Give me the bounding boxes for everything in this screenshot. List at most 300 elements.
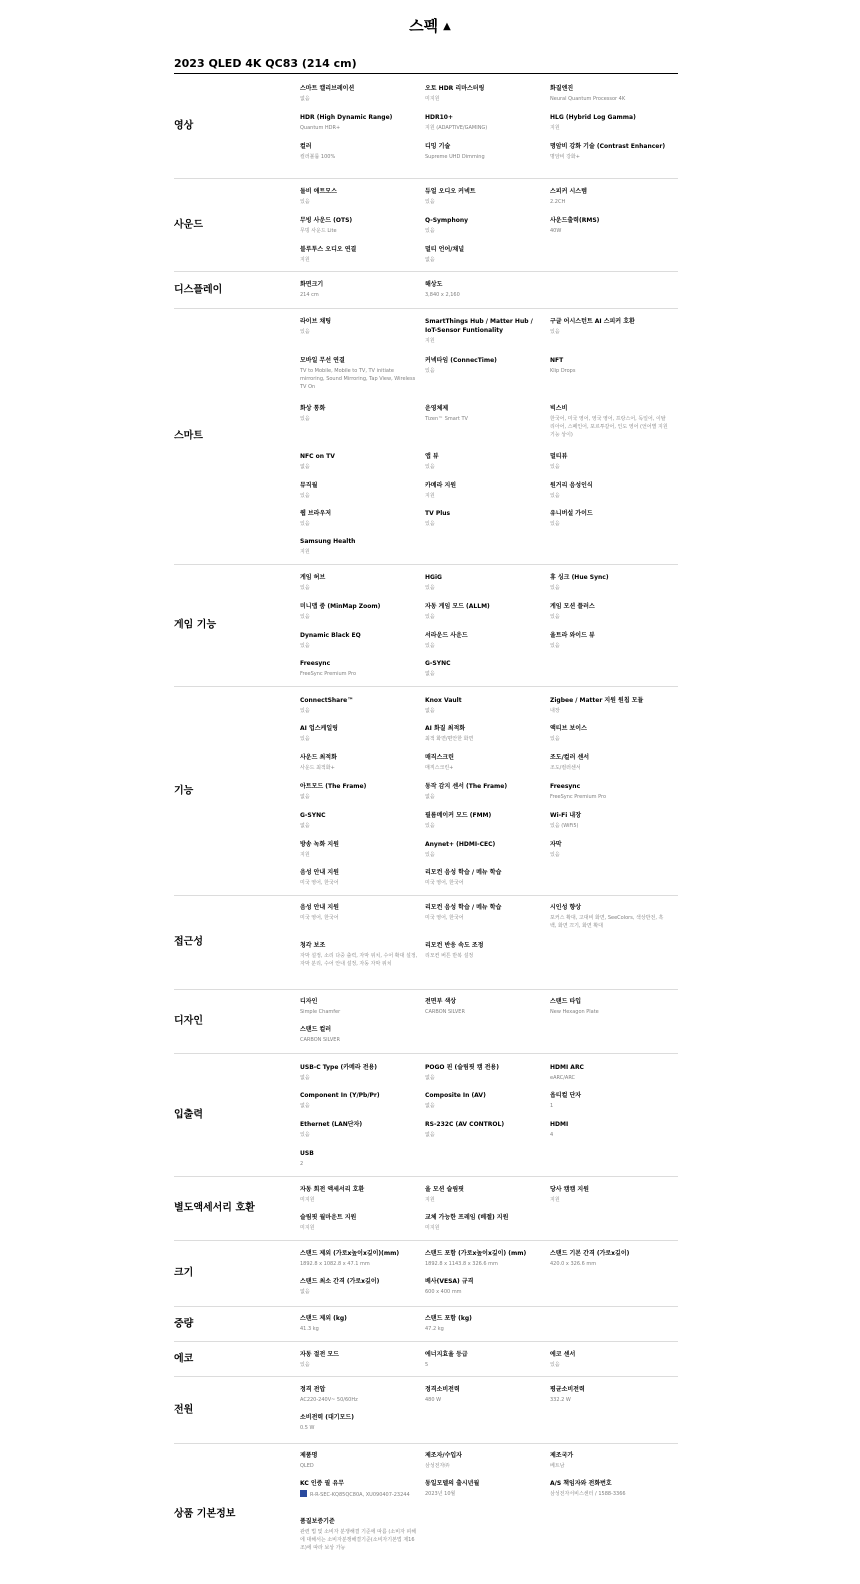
spec-item xyxy=(425,280,543,299)
section-title: 기능 xyxy=(174,785,194,796)
spec-name: Q-Symphony xyxy=(425,217,469,224)
spec-value: 1892.8 x 1082.8 x 47.1 mm xyxy=(300,1261,370,1267)
spec-value-wrap xyxy=(550,95,668,103)
spec-name: HGiG xyxy=(425,574,442,581)
spec-item xyxy=(300,573,418,592)
spec-value: 없음 xyxy=(425,1103,435,1109)
spec-value: 있음 xyxy=(550,643,560,649)
spec-item xyxy=(425,724,543,743)
spec-value: Klip Drops xyxy=(550,368,576,374)
spec-value: 지원 xyxy=(300,852,310,858)
spec-item xyxy=(300,1249,418,1268)
spec-item xyxy=(425,1350,543,1369)
spec-value-wrap xyxy=(300,914,418,922)
spec-value: 있음 xyxy=(425,464,435,470)
spec-item xyxy=(300,481,418,500)
spec-value: 없음 xyxy=(300,1075,310,1081)
spec-value-wrap xyxy=(425,851,543,859)
spec-value: 미지원 xyxy=(300,1197,315,1203)
spec-value: 2023년 10월 xyxy=(425,1491,456,1497)
spec-item xyxy=(425,903,543,922)
spec-item xyxy=(300,903,418,922)
spec-value: 지원 xyxy=(550,1197,560,1203)
spec-value-wrap xyxy=(300,492,418,500)
spec-value-wrap xyxy=(425,1325,543,1333)
spec-item xyxy=(425,356,543,375)
spec-item xyxy=(300,84,418,103)
spec-name: TV Plus xyxy=(425,510,451,517)
spec-value-wrap xyxy=(425,613,543,621)
spec-name: 원거리 음성인식 xyxy=(550,482,593,489)
spec-name: Anynet+ (HDMI-CEC) xyxy=(425,841,496,848)
spec-value-wrap xyxy=(300,1325,418,1333)
spec-name: 사운드 최적화 xyxy=(300,754,337,761)
spec-name: 옵티컬 단자 xyxy=(550,1092,582,1099)
section-title: 별도액세서리 호환 xyxy=(174,1202,255,1214)
spec-value: AC220-240V~ 50/60Hz xyxy=(300,1397,358,1403)
spec-name: AI 업스케일링 xyxy=(300,725,338,732)
spec-item xyxy=(300,1063,418,1082)
spec-value-wrap xyxy=(300,1102,418,1110)
spec-value-wrap xyxy=(300,670,418,678)
spec-name: 멀티뷰 xyxy=(550,453,568,460)
spec-value: 있음 xyxy=(300,643,310,649)
spec-name: 무빙 사운드 (OTS) xyxy=(300,217,353,224)
section-title: 게임 기능 xyxy=(174,619,217,631)
spec-name: Zigbee / Matter 지원 원칩 모듈 xyxy=(550,697,644,704)
spec-value-wrap xyxy=(425,1462,543,1470)
spec-value-wrap xyxy=(300,584,418,592)
spec-value-wrap xyxy=(425,707,543,715)
spec-value-wrap xyxy=(300,1196,418,1204)
spec-value: 5 xyxy=(425,1362,429,1368)
spec-name: 컬러 xyxy=(300,143,312,150)
spec-item xyxy=(300,1451,418,1470)
spec-item xyxy=(425,868,543,887)
spec-name: 정격 전압 xyxy=(300,1386,326,1393)
spec-item xyxy=(550,216,668,235)
spec-item xyxy=(300,317,418,336)
spec-item xyxy=(550,696,668,715)
spec-item xyxy=(425,84,543,103)
spec-value-wrap xyxy=(425,1196,543,1204)
spec-name: 사운드출력(RMS) xyxy=(550,217,600,224)
spec-name: 제조자/수입자 xyxy=(425,1452,462,1459)
spec-value-wrap xyxy=(300,415,418,423)
spec-item xyxy=(300,356,418,391)
spec-name: 리모컨 음성 학습 / 메뉴 학습 xyxy=(425,869,502,876)
spec-name: 동일모델의 출시년월 xyxy=(425,1480,480,1487)
spec-value: 있음 xyxy=(300,416,310,422)
spec-name: 유니버설 가이드 xyxy=(550,510,593,517)
spec-value-wrap xyxy=(425,492,543,500)
spec-value: 리모컨 버튼 반복 설정 xyxy=(425,953,474,959)
section-title: 영상 xyxy=(174,120,194,132)
spec-value: 없음 xyxy=(300,1289,310,1295)
spec-item xyxy=(425,997,543,1016)
spec-value-wrap xyxy=(425,1224,543,1232)
spec-value: 있음 xyxy=(550,736,560,742)
spec-value: 0.5 W xyxy=(300,1425,315,1431)
spec-name: 청각 보조 xyxy=(300,942,326,949)
spec-value-wrap xyxy=(300,1424,418,1432)
spec-value: 있음 xyxy=(550,852,560,858)
spec-value-wrap xyxy=(550,1361,668,1369)
spec-value-wrap xyxy=(425,256,543,264)
spec-item xyxy=(300,753,418,772)
spec-value-wrap xyxy=(550,415,668,439)
spec-name: 스탠드 포함 (kg) xyxy=(425,1315,472,1322)
spec-value: 있음 xyxy=(425,228,435,234)
spec-value-wrap xyxy=(425,227,543,235)
spec-name: 오토 HDR 리마스터링 xyxy=(425,85,485,92)
spec-value: 사운드 최적화+ xyxy=(300,765,335,771)
spec-item xyxy=(300,997,418,1016)
spec-value: 480 W xyxy=(425,1397,442,1403)
spec-name: 베사(VESA) 규격 xyxy=(425,1278,474,1285)
spec-value-wrap xyxy=(425,1260,543,1268)
spec-name: 화면크기 xyxy=(300,281,324,288)
spec-name: 품질보증기준 xyxy=(300,1518,335,1525)
spec-value: 없음 xyxy=(425,1132,435,1138)
spec-item xyxy=(425,509,543,528)
spec-item xyxy=(300,811,418,830)
spec-section-10 xyxy=(174,1240,678,1307)
spec-item xyxy=(550,840,668,859)
spec-item xyxy=(425,1249,543,1268)
spec-value-wrap xyxy=(300,764,418,772)
spec-value: 미국 영어, 한국어 xyxy=(300,880,339,886)
spec-value: 있음 xyxy=(300,614,310,620)
spec-value: 있음 xyxy=(300,585,310,591)
spec-value-wrap xyxy=(550,1196,668,1204)
spec-name: 명암비 강화 기술 (Contrast Enhancer) xyxy=(550,143,666,150)
spec-item xyxy=(550,509,668,528)
spec-item xyxy=(425,245,543,264)
spec-name: HDR (High Dynamic Range) xyxy=(300,114,393,121)
spec-value: 있음 xyxy=(425,614,435,620)
spec-value: 있음 xyxy=(550,493,560,499)
spec-value-wrap xyxy=(300,124,418,132)
spec-value-wrap xyxy=(550,463,668,471)
spec-item xyxy=(300,1385,418,1404)
spec-value: TV to Mobile, Mobile to TV, TV initiate mirroring, Sound Mirroring, Tap View, Wireless TV On xyxy=(300,368,416,390)
spec-name: Freesync xyxy=(550,783,581,790)
spec-value: 베트남 xyxy=(550,1463,565,1469)
spec-value-wrap xyxy=(425,367,543,375)
spec-item xyxy=(300,1277,418,1296)
spec-value: R-R-SEC-KQ85QC80A, XU090407-23244 xyxy=(310,1492,410,1498)
spec-name: 평균소비전력 xyxy=(550,1386,585,1393)
spec-name: 카메라 지원 xyxy=(425,482,457,489)
spec-name: 스피커 시스템 xyxy=(550,188,587,195)
spec-item xyxy=(425,187,543,206)
spec-item xyxy=(425,753,543,772)
spec-name: ConnectShare™ xyxy=(300,697,354,704)
spec-item xyxy=(550,1120,668,1139)
spec-item xyxy=(300,1185,418,1204)
spec-name: 방송 녹화 지원 xyxy=(300,841,339,848)
spec-value-wrap xyxy=(550,198,668,206)
spec-name: 에코 센서 xyxy=(550,1351,576,1358)
spec-value: 있음 xyxy=(300,199,310,205)
spec-value-wrap xyxy=(300,1462,418,1470)
spec-item xyxy=(300,1479,418,1499)
spec-value-wrap xyxy=(300,1036,418,1044)
spec-item xyxy=(550,1091,668,1110)
spec-value: 40W xyxy=(550,228,562,234)
spec-name: A/S 책임자와 전화번호 xyxy=(550,1480,612,1487)
spec-value-wrap xyxy=(300,1528,418,1552)
spec-value: 있음 xyxy=(550,614,560,620)
spec-value: 지원 xyxy=(550,125,560,131)
spec-value-wrap xyxy=(300,793,418,801)
spec-section-7 xyxy=(174,989,678,1054)
spec-name: Dynamic Black EQ xyxy=(300,632,361,639)
spec-value: 1892.8 x 1143.8 x 326.6 mm xyxy=(425,1261,498,1267)
spec-value: 미국 영어, 한국어 xyxy=(300,915,339,921)
spec-item xyxy=(425,1385,543,1404)
spec-name: 스탠드 기본 간격 (가로x깊이) xyxy=(550,1250,630,1257)
spec-name: 리모컨 음성 학습 / 메뉴 학습 xyxy=(425,904,502,911)
spec-item xyxy=(550,452,668,471)
spec-name: SmartThings Hub / Matter Hub / IoT-Sensor Funtionality xyxy=(425,318,533,334)
spec-value-wrap xyxy=(300,367,418,391)
spec-value-wrap xyxy=(425,153,543,161)
spec-value-wrap xyxy=(550,227,668,235)
spec-value-wrap xyxy=(425,1074,543,1082)
spec-name: 자동 게임 모드 (ALLM) xyxy=(425,603,490,610)
spec-value: QLED xyxy=(300,1463,314,1469)
spec-value-wrap xyxy=(550,1008,668,1016)
spec-item xyxy=(550,1385,668,1404)
spec-name: RS-232C (AV CONTROL) xyxy=(425,1121,505,1128)
spec-name: 매직스크린 xyxy=(425,754,454,761)
spec-value: 600 x 400 mm xyxy=(425,1289,462,1295)
spec-name: POGO 핀 (슬림핏 캠 전용) xyxy=(425,1064,499,1071)
spec-value: CARBON SILVER xyxy=(300,1037,340,1043)
spec-item xyxy=(300,1213,418,1232)
spec-value: 420.0 x 326.6 mm xyxy=(550,1261,597,1267)
spec-value: 없음 xyxy=(300,823,310,829)
spec-item xyxy=(550,997,668,1016)
spec-item xyxy=(425,317,543,345)
spec-value: 있음 xyxy=(300,708,310,714)
spec-item xyxy=(425,1314,543,1333)
spec-value-wrap xyxy=(300,735,418,743)
spec-value-wrap xyxy=(300,1288,418,1296)
spec-name: G-SYNC xyxy=(300,812,326,819)
spec-value: Tizen™ Smart TV xyxy=(425,416,468,422)
spec-value-wrap xyxy=(425,520,543,528)
spec-value-wrap xyxy=(550,914,668,930)
spec-value-wrap xyxy=(300,198,418,206)
spec-name: 게임 모션 플러스 xyxy=(550,603,595,610)
chevron-up-icon: ▲ xyxy=(443,21,451,32)
spec-value-wrap xyxy=(425,1288,543,1296)
spec-value-wrap xyxy=(300,227,418,235)
spec-item xyxy=(300,509,418,528)
spec-item xyxy=(550,84,668,103)
spec-value: 미국 영어, 한국어 xyxy=(425,880,464,886)
spec-value-wrap xyxy=(300,95,418,103)
spec-value-wrap xyxy=(550,735,668,743)
spec-value: 있음 xyxy=(300,1362,310,1368)
section-title: 접근성 xyxy=(174,936,203,948)
spec-value: 332.2 W xyxy=(550,1397,571,1403)
spec-value-wrap xyxy=(425,1131,543,1139)
spec-value-wrap xyxy=(425,764,543,772)
spec-name: 스마트 캘리브레이션 xyxy=(300,85,355,92)
spec-value: 매직스크린+ xyxy=(425,765,454,771)
spec-value-wrap xyxy=(300,707,418,715)
spec-item xyxy=(300,602,418,621)
spec-item xyxy=(300,1350,418,1369)
spec-name: 디밍 기술 xyxy=(425,143,451,150)
spec-name: 당사 캠캠 지원 xyxy=(550,1186,589,1193)
spec-item xyxy=(300,216,418,235)
spec-value: 2 xyxy=(300,1161,304,1167)
spec-name: 동작 감지 센서 (The Frame) xyxy=(425,783,508,790)
spec-item xyxy=(425,1213,543,1232)
spec-section-8 xyxy=(174,1053,678,1177)
spec-value: 한국어, 미국 영어, 영국 영어, 프랑스어, 독일어, 이탈리아어, 스페인어, 포르투갈어, 인도 영어 (언어별 지원 기능 상이) xyxy=(550,416,668,438)
spec-value: 삼성전자서비스센터 / 1588-3366 xyxy=(550,1491,626,1497)
spec-name: 운영체제 xyxy=(425,405,449,412)
section-title: 에코 xyxy=(174,1353,194,1364)
spec-value: 4 xyxy=(550,1132,554,1138)
spec-name: G-SYNC xyxy=(425,660,451,667)
spec-value: 있음 xyxy=(300,521,310,527)
spec-value-wrap xyxy=(300,1224,418,1232)
spec-value: 있음 xyxy=(550,521,560,527)
spec-item xyxy=(550,113,668,132)
spec-section-12 xyxy=(174,1341,678,1377)
spec-name: 스탠드 제외 (kg) xyxy=(300,1315,347,1322)
spec-item xyxy=(425,631,543,650)
spec-value-wrap xyxy=(425,642,543,650)
section-title: 디스플레이 xyxy=(174,284,223,295)
spec-name: 스탠드 제외 (가로x높이x깊이)(mm) xyxy=(300,1250,400,1257)
spec-name: 스탠드 최소 간격 (가로x깊이) xyxy=(300,1278,380,1285)
spec-value: Neural Quantum Processor 4K xyxy=(550,96,626,102)
spec-value: 있음 xyxy=(550,1362,560,1368)
spec-item xyxy=(300,1413,418,1432)
spec-value: 조도/컬러센서 xyxy=(550,765,581,771)
spec-value-wrap xyxy=(300,613,418,621)
spec-value: 있음 xyxy=(300,1132,310,1138)
spec-value: 컬러볼륨 100% xyxy=(300,154,336,160)
spec-item xyxy=(300,1091,418,1110)
spec-item xyxy=(300,868,418,887)
spec-value: 2.2CH xyxy=(550,199,566,205)
spec-name: NFT xyxy=(550,357,564,364)
spec-value-wrap xyxy=(300,879,418,887)
spec-item xyxy=(425,659,543,678)
spec-header-toggle[interactable] xyxy=(0,16,860,37)
spec-value-wrap xyxy=(300,548,418,556)
spec-item xyxy=(425,481,543,500)
spec-name: 스탠드 컬러 xyxy=(300,1026,332,1033)
spec-value-wrap xyxy=(425,337,543,345)
spec-item xyxy=(425,1185,543,1204)
spec-value-wrap xyxy=(300,520,418,528)
spec-item xyxy=(300,631,418,650)
spec-name: USB xyxy=(300,1150,314,1157)
spec-value: 있음 xyxy=(550,329,560,335)
spec-item xyxy=(425,1120,543,1139)
spec-item xyxy=(550,356,668,375)
spec-name: 슬림핏 월마운트 지원 xyxy=(300,1214,357,1221)
spec-value-wrap xyxy=(550,1396,668,1404)
spec-value-wrap xyxy=(550,1131,668,1139)
section-title: 중량 xyxy=(174,1318,194,1329)
spec-item xyxy=(550,1350,668,1369)
spec-value-wrap xyxy=(300,1361,418,1369)
spec-name: 소비전력 (대기모드) xyxy=(300,1414,354,1421)
spec-name: 올 모션 슬림핏 xyxy=(425,1186,464,1193)
spec-item xyxy=(300,840,418,859)
spec-value: 없음 xyxy=(300,1103,310,1109)
spec-name: 화질엔진 xyxy=(550,85,574,92)
spec-value-wrap xyxy=(300,1074,418,1082)
spec-name: Ethernet (LAN단자) xyxy=(300,1121,363,1128)
spec-item xyxy=(300,452,418,471)
spec-item xyxy=(550,782,668,801)
spec-name: 제조국가 xyxy=(550,1452,574,1459)
spec-name: 필름메이커 모드 (FMM) xyxy=(425,812,492,819)
spec-name: AI 화질 최적화 xyxy=(425,725,466,732)
spec-item xyxy=(550,753,668,772)
spec-value: 포커스 확대, 고대비 화면, SeeColors, 색상반전, 흑백, 화면 끄기, 화면 확대 xyxy=(550,915,664,929)
spec-value: 내장 xyxy=(550,708,560,714)
spec-item xyxy=(300,1120,418,1139)
spec-name: 아트모드 (The Frame) xyxy=(300,783,367,790)
spec-item xyxy=(300,696,418,715)
spec-name: HDMI xyxy=(550,1121,569,1128)
spec-value-wrap xyxy=(300,1008,418,1016)
spec-item xyxy=(300,280,418,299)
spec-value-wrap xyxy=(550,153,668,161)
spec-name: Freesync xyxy=(300,660,331,667)
spec-section-6 xyxy=(174,895,678,990)
spec-value: Supreme UHD Dimming xyxy=(425,154,485,160)
spec-item xyxy=(425,573,543,592)
spec-value-wrap xyxy=(300,1396,418,1404)
spec-value-wrap xyxy=(550,1490,668,1498)
spec-item xyxy=(425,1091,543,1110)
spec-name: HLG (Hybrid Log Gamma) xyxy=(550,114,636,121)
spec-value: 미지원 xyxy=(425,1225,440,1231)
spec-value-wrap xyxy=(425,1490,543,1498)
spec-value-wrap xyxy=(425,793,543,801)
spec-name: 교체 가능한 프레임 (베젤) 지원 xyxy=(425,1214,509,1221)
spec-name: Component In (Y/Pb/Pr) xyxy=(300,1092,380,1099)
spec-value: 1 xyxy=(550,1103,554,1109)
spec-value: 41.3 kg xyxy=(300,1326,319,1332)
section-title: 디자인 xyxy=(174,1015,203,1027)
spec-name: HDMI ARC xyxy=(550,1064,584,1071)
spec-section-9 xyxy=(174,1176,678,1241)
spec-value-wrap xyxy=(425,124,543,132)
spec-item xyxy=(550,404,668,439)
spec-item xyxy=(300,1314,418,1333)
spec-value: 있음 xyxy=(300,736,310,742)
spec-item xyxy=(300,724,418,743)
spec-value: eARC/ARC xyxy=(550,1075,576,1081)
spec-item xyxy=(550,142,668,161)
spec-name: 돌비 애트모스 xyxy=(300,188,337,195)
